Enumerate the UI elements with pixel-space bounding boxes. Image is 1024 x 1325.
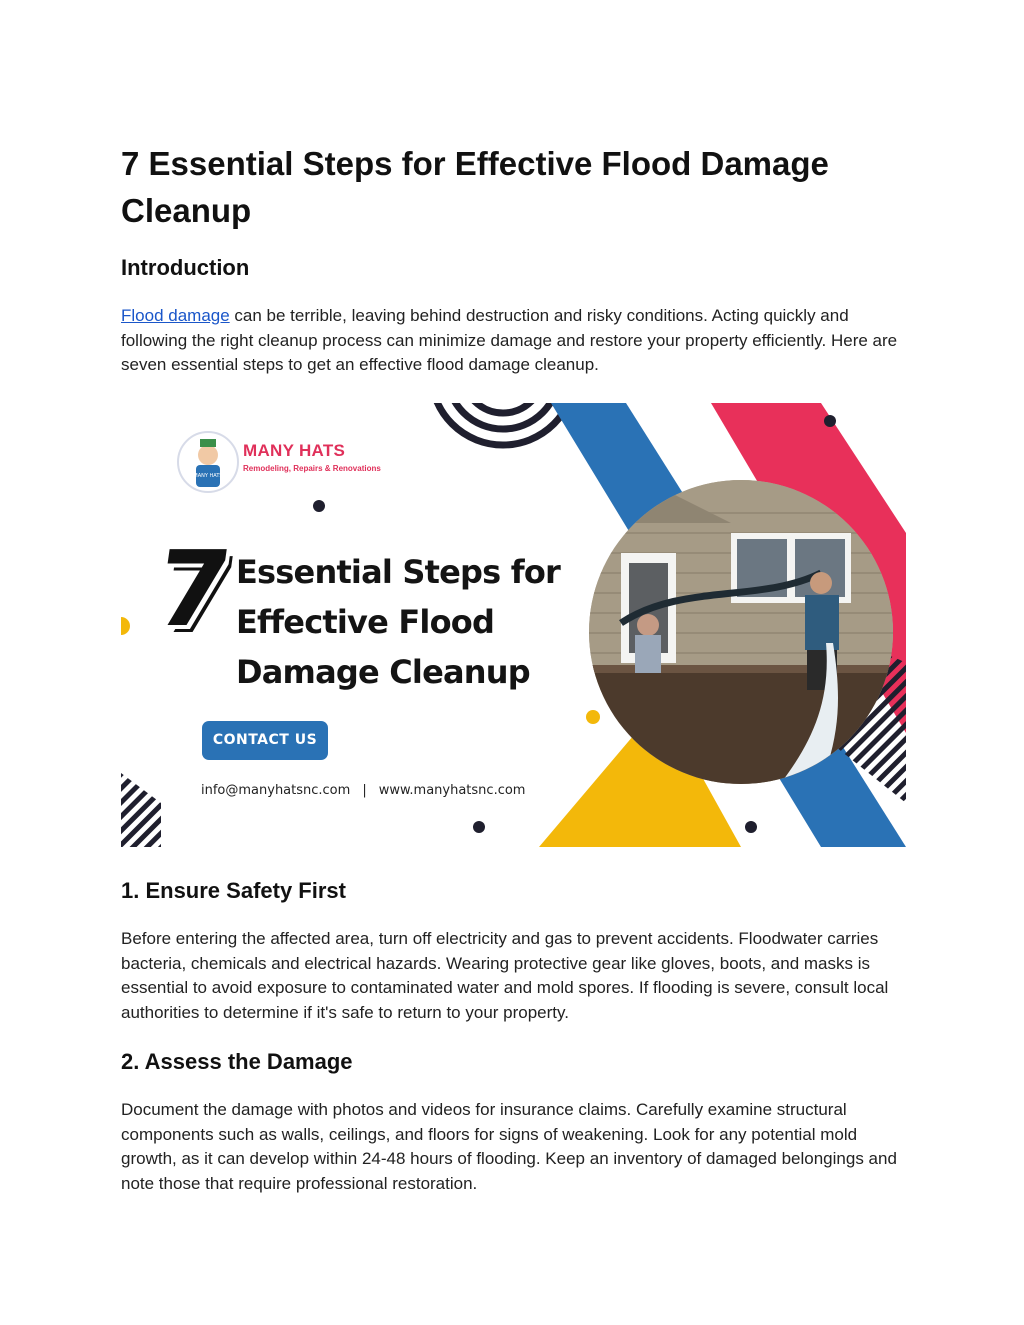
step-2-paragraph: Document the damage with photos and videos for insurance claims. Carefully examine structural components such as walls, ceilings, and floors for signs of weakening. Look for any potential mold growth, as it can develop within 24-48 hours of flooding. Keep an inventory of damaged belongings and note those that require professional restoration. xyxy=(121,1100,897,1193)
intro-paragraph xyxy=(121,304,905,378)
banner-title-line-3: Damage Cleanup xyxy=(236,653,530,691)
logo-badge-text: MANY HATS xyxy=(193,473,223,479)
brand-name: MANY HATS xyxy=(243,441,346,460)
contact-info xyxy=(201,783,525,798)
contact-separator: | xyxy=(362,783,367,798)
many-hats-logo xyxy=(173,427,381,499)
contact-us-button[interactable]: CONTACT US xyxy=(202,721,328,760)
concentric-arcs-decoration xyxy=(431,403,575,445)
banner-title xyxy=(236,547,586,697)
brand-tagline: Remodeling, Repairs & Renovations xyxy=(243,464,381,473)
intro-heading: Introduction xyxy=(121,255,250,280)
banner-title-line-2: Effective Flood xyxy=(236,603,495,641)
page-title: 7 Essential Steps for Effective Flood Damage Cleanup xyxy=(121,145,829,229)
big-number-seven: 7 xyxy=(148,528,238,650)
step-2-heading: 2. Assess the Damage xyxy=(121,1049,353,1074)
contact-email: info@manyhatsnc.com xyxy=(201,783,351,798)
logo-mascot-icon xyxy=(177,431,239,493)
contact-website: www.manyhatsnc.com xyxy=(378,783,526,798)
banner-title-line-1: Essential Steps for xyxy=(236,553,561,591)
step-1-paragraph: Before entering the affected area, turn off electricity and gas to prevent accidents. Floodwater carries bacteria, chemicals and electrical hazards. Wearing protective gear like gloves, boots, and masks is essential to avoid exposure to contaminated water and mold spores. If flooding is severe, consult local authorities to determine if it's safe to return to your property. xyxy=(121,929,889,1022)
striped-corner-decoration xyxy=(121,773,161,847)
promo-banner-image xyxy=(121,403,906,847)
step-1-heading: 1. Ensure Safety First xyxy=(121,878,346,903)
flood-damage-link[interactable]: Flood damage xyxy=(121,306,230,325)
yellow-half-circle xyxy=(121,617,130,635)
yellow-dot xyxy=(586,710,600,724)
intro-text: can be terrible, leaving behind destruction and risky conditions. Acting quickly and following the right cleanup process can minimize damage and restore your property efficiently. Here are seven essential steps to get an effective flood damage cleanup. xyxy=(121,306,898,374)
